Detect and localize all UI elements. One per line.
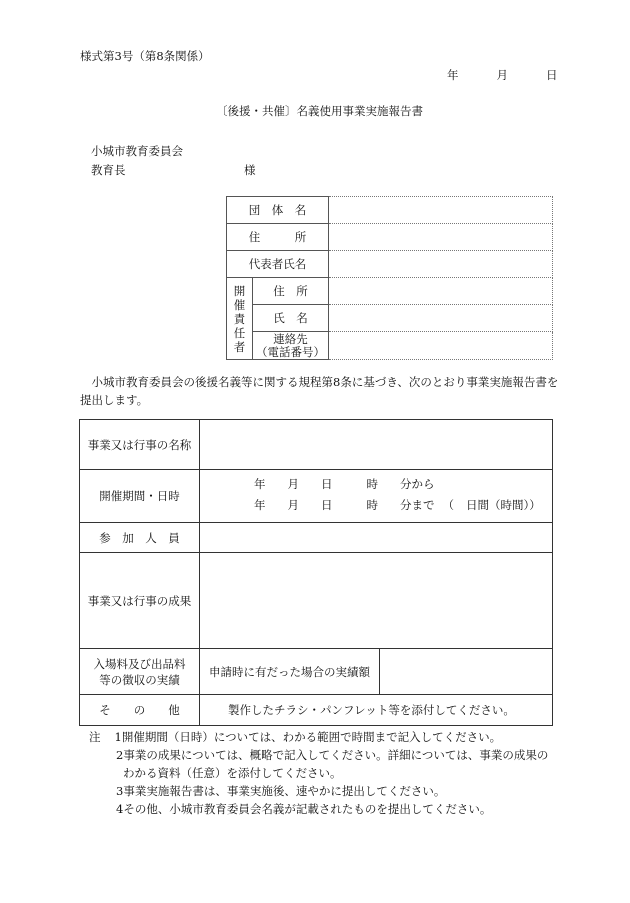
- date-day: 日: [546, 68, 558, 82]
- organizer-address-field[interactable]: [329, 278, 553, 305]
- group-name-field[interactable]: [329, 197, 553, 224]
- addressee-role: 教育長: [91, 163, 126, 177]
- organizer-name-field[interactable]: [329, 305, 553, 332]
- contact-field[interactable]: [329, 332, 553, 360]
- label-results: 事業又は行事の成果: [80, 553, 200, 649]
- label-participants: 参 加 人 員: [80, 523, 200, 553]
- report-table: [79, 419, 553, 726]
- label-organizer: 開 催 責 任 者: [227, 278, 253, 360]
- note-3: 3事業実施報告書は、事業実施後、速やかに提出してください。: [116, 784, 446, 798]
- other-text: 製作したチラシ・パンフレット等を添付してください。: [200, 695, 553, 726]
- note-2: 2事業の成果については、概略で記入してください。詳細については、事業の成果の: [116, 748, 549, 762]
- label-address: 住 所: [227, 224, 329, 251]
- label-organizer-name: 氏 名: [253, 305, 329, 332]
- label-other: そ の 他: [80, 695, 200, 726]
- period-from-line: 年 月 日 時 分から: [254, 477, 435, 491]
- document-title: 〔後援・共催〕名義使用事業実施報告書: [216, 104, 423, 118]
- label-group-name: 団 体 名: [227, 197, 329, 224]
- label-contact: 連絡先 （電話番号）: [253, 332, 329, 360]
- label-fees: 入場料及び出品料 等の徴収の実績: [80, 649, 200, 695]
- date-month: 月: [496, 68, 508, 82]
- address-field[interactable]: [329, 224, 553, 251]
- representative-field[interactable]: [329, 251, 553, 278]
- participants-field[interactable]: [200, 523, 553, 553]
- event-name-field[interactable]: [200, 420, 553, 470]
- note-4: 4その他、小城市教育委員会名義が記載されたものを提出してください。: [116, 802, 492, 816]
- fees-note: 申請時に有だった場合の実績額: [200, 649, 380, 695]
- note-2-cont: わかる資料（任意）を添付してください。: [123, 766, 342, 780]
- fees-amount-field[interactable]: [380, 649, 553, 695]
- intro-text: 小城市教育委員会の後援名義等に関する規程第8条に基づき、次のとおり事業実施報告書を提出します。: [80, 375, 559, 407]
- form-number: 様式第3号（第8条関係）: [80, 49, 210, 63]
- notes: [89, 728, 548, 818]
- addressee-organization: 小城市教育委員会: [91, 144, 183, 158]
- addressee-honorific: 様: [244, 163, 256, 177]
- date-year: 年: [447, 68, 459, 82]
- results-field[interactable]: [200, 553, 553, 649]
- label-period: 開催期間・日時: [80, 470, 200, 523]
- date-line: [447, 67, 558, 83]
- period-field[interactable]: [200, 470, 553, 523]
- applicant-table: [226, 196, 553, 360]
- label-organizer-address: 住 所: [253, 278, 329, 305]
- period-to-line: 年 月 日 時 分まで （ 日間（時間））: [254, 498, 541, 512]
- note-1: 1開催期間（日時）については、わかる範囲で時間まで記入してください。: [114, 730, 502, 744]
- label-representative: 代表者氏名: [227, 251, 329, 278]
- notes-prefix: 注: [89, 730, 101, 744]
- label-event-name: 事業又は行事の名称: [80, 420, 200, 470]
